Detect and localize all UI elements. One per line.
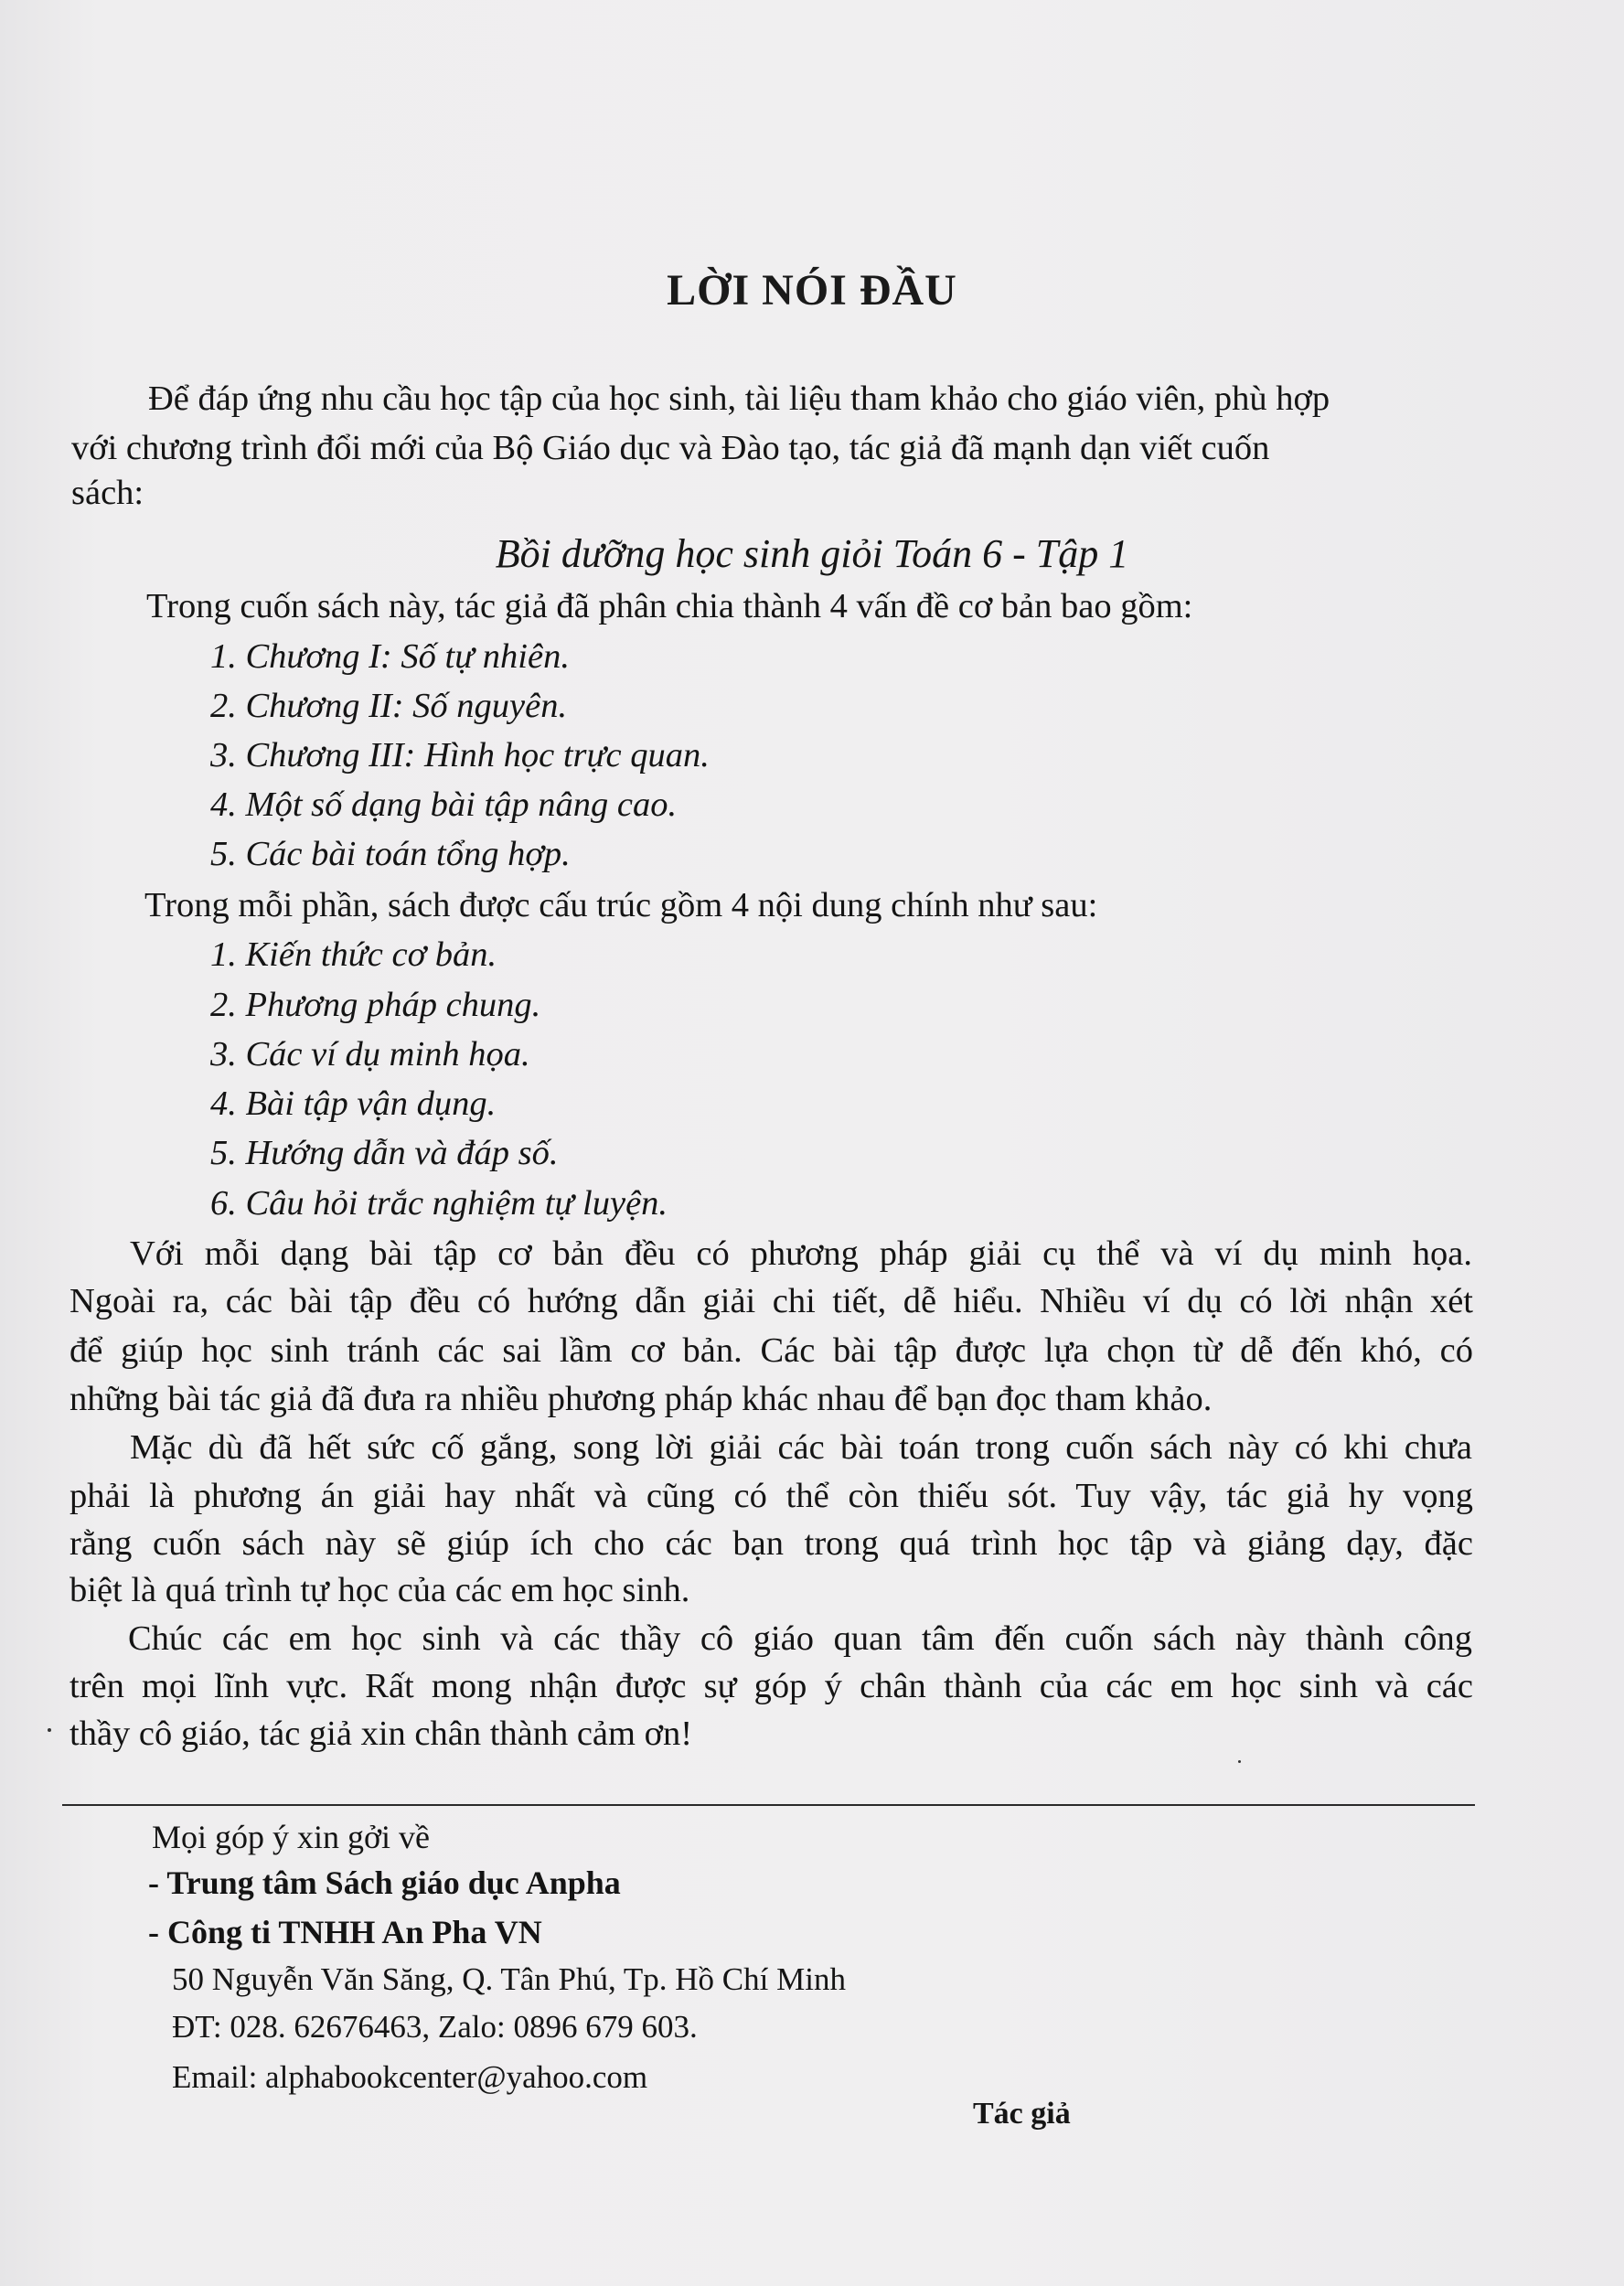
methods-line-4: những bài tác giả đã đưa ra nhiều phương pháp khác nhau để bạn đọc tham khảo. [69,1380,1213,1418]
intro-line-3: sách: [71,474,144,512]
contact-address: 50 Nguyễn Văn Săng, Q. Tân Phú, Tp. Hồ Chí Minh [172,1961,846,1997]
thanks-line-1: Chúc các em học sinh và các thầy cô giáo quan tâm đến cuốn sách này thành công [128,1619,1472,1658]
contact-email: Email: alphabookcenter@yahoo.com [172,2059,648,2095]
thanks-line-3: thầy cô giáo, tác giả xin chân thành cảm ơn! [69,1714,693,1753]
division-item-2: 2. Chương II: Số nguyên. [210,687,568,725]
division-item-4: 4. Một số dạng bài tập nâng cao. [210,785,678,824]
contact-phone: ĐT: 028. 62676463, Zalo: 0896 679 603. [172,2009,698,2045]
divider [62,1804,1475,1806]
page-title: LỜI NÓI ĐẦU [667,266,957,315]
effort-line-2: phải là phương án giải hay nhất và cũng có thể còn thiếu sót. Tuy vậy, tác giả hy vọng [69,1477,1473,1515]
structure-item-6: 6. Câu hỏi trắc nghiệm tự luyện. [210,1184,668,1223]
book-title: Bồi dưỡng học sinh giỏi Toán 6 - Tập 1 [495,531,1129,576]
divisions-intro: Trong cuốn sách này, tác giả đã phân chia thành 4 vấn đề cơ bản bao gồm: [146,587,1193,625]
methods-line-2: Ngoài ra, các bài tập đều có hướng dẫn giải chi tiết, dễ hiểu. Nhiều ví dụ có lời nhận xét [69,1282,1473,1320]
speck-mark [48,1728,51,1732]
contact-org-1: - Trung tâm Sách giáo dục Anpha [148,1864,621,1901]
division-item-3: 3. Chương III: Hình học trực quan. [210,736,710,774]
speck-mark [1238,1760,1241,1763]
author-signature: Tác giả [973,2097,1071,2131]
structure-item-4: 4. Bài tập vận dụng. [210,1084,497,1123]
division-item-5: 5. Các bài toán tổng hợp. [210,835,571,873]
structure-intro: Trong mỗi phần, sách được cấu trúc gồm 4 nội dung chính như sau: [144,886,1098,924]
intro-line-2: với chương trình đổi mới của Bộ Giáo dục và Đào tạo, tác giả đã mạnh dạn viết cuốn [71,429,1270,467]
methods-line-1: Với mỗi dạng bài tập cơ bản đều có phương pháp giải cụ thể và ví dụ minh họa. [130,1234,1472,1273]
effort-line-4: biệt là quá trình tự học của các em học sinh. [69,1571,690,1609]
structure-item-2: 2. Phương pháp chung. [210,986,541,1024]
intro-line-1: Để đáp ứng nhu cầu học tập của học sinh, tài liệu tham khảo cho giáo viên, phù hợp [148,379,1330,418]
structure-item-3: 3. Các ví dụ minh họa. [210,1035,530,1074]
methods-line-3: để giúp học sinh tránh các sai lầm cơ bản. Các bài tập được lựa chọn từ dễ đến khó, có [69,1331,1473,1370]
contact-org-2: - Công ti TNHH An Pha VN [148,1914,542,1950]
effort-line-3: rằng cuốn sách này sẽ giúp ích cho các bạn trong quá trình học tập và giảng dạy, đặc [69,1524,1473,1563]
structure-item-5: 5. Hướng dẫn và đáp số. [210,1134,559,1172]
structure-item-1: 1. Kiến thức cơ bản. [210,935,497,974]
contact-lead: Mọi góp ý xin gởi về [152,1819,431,1855]
effort-line-1: Mặc dù đã hết sức cố gắng, song lời giải các bài toán trong cuốn sách này có khi chưa [130,1428,1472,1467]
division-item-1: 1. Chương I: Số tự nhiên. [210,637,570,676]
thanks-line-2: trên mọi lĩnh vực. Rất mong nhận được sự góp ý chân thành của các em học sinh và các [69,1667,1473,1705]
